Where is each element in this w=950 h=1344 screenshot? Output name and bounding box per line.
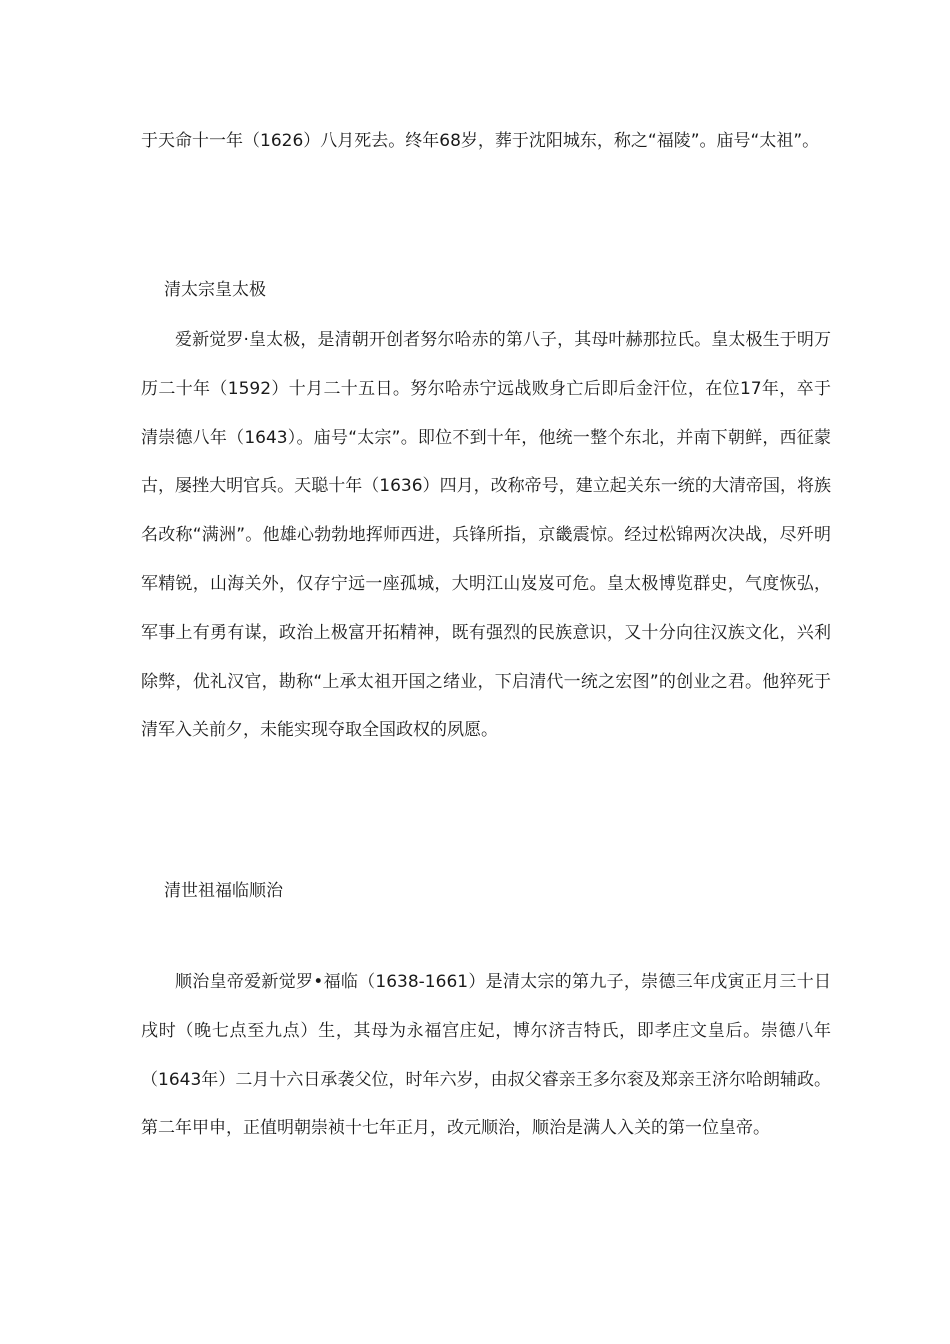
section-body-shunzhi: 顺治皇帝爱新觉罗•福临（1638-1661）是清太宗的第九子，崇德三年戊寅正月三十日戌时（晚七点至九点）生，其母为永福宫庄妃，博尔济吉特氏，即孝庄文皇后。崇德八年（1643年）二月十六日承袭父位，时年六岁，由叔父睿亲王多尔衮及郑亲王济尔哈朗辅政。第二年甲申，正值明朝崇祯十七年正月，改元顺治，顺治是满人入关的第一位皇帝。	[141, 972, 831, 1139]
intro-paragraph: 于天命十一年（1626）八月死去。终年68岁，葬于沈阳城东，称之“福陵”。庙号“太祖”。	[141, 131, 820, 151]
section-body-taizong: 爱新觉罗·皇太极，是清朝开创者努尔哈赤的第八子，其母叶赫那拉氏。皇太极生于明万历二十年（1592）十月二十五日。努尔哈赤宁远战败身亡后即后金汗位，在位17年，卒于清崇德八年（1643）。庙号“太宗”。即位不到十年，他统一整个东北，并南下朝鲜，西征蒙古，屡挫大明官兵。天聪十年（1636）四月，改称帝号，建立起关东一统的大清帝国，将族名改称“满洲”。他雄心勃勃地挥师西进，兵锋所指，京畿震惊。经过松锦两次决战，尽歼明军精锐，山海关外，仅存宁远一座孤城，大明江山岌岌可危。皇太极博览群史，气度恢弘，军事上有勇有谋，政治上极富开拓精神，既有强烈的民族意识，又十分向往汉族文化，兴利除弊，优礼汉官，勘称“上承太祖开国之绪业，下启清代一统之宏图”的创业之君。他猝死于清军入关前夕，未能实现夺取全国政权的夙愿。	[141, 330, 831, 741]
section-heading-shunzhi: 清世祖福临顺治	[164, 881, 283, 901]
section-heading-taizong: 清太宗皇太极	[164, 280, 266, 300]
